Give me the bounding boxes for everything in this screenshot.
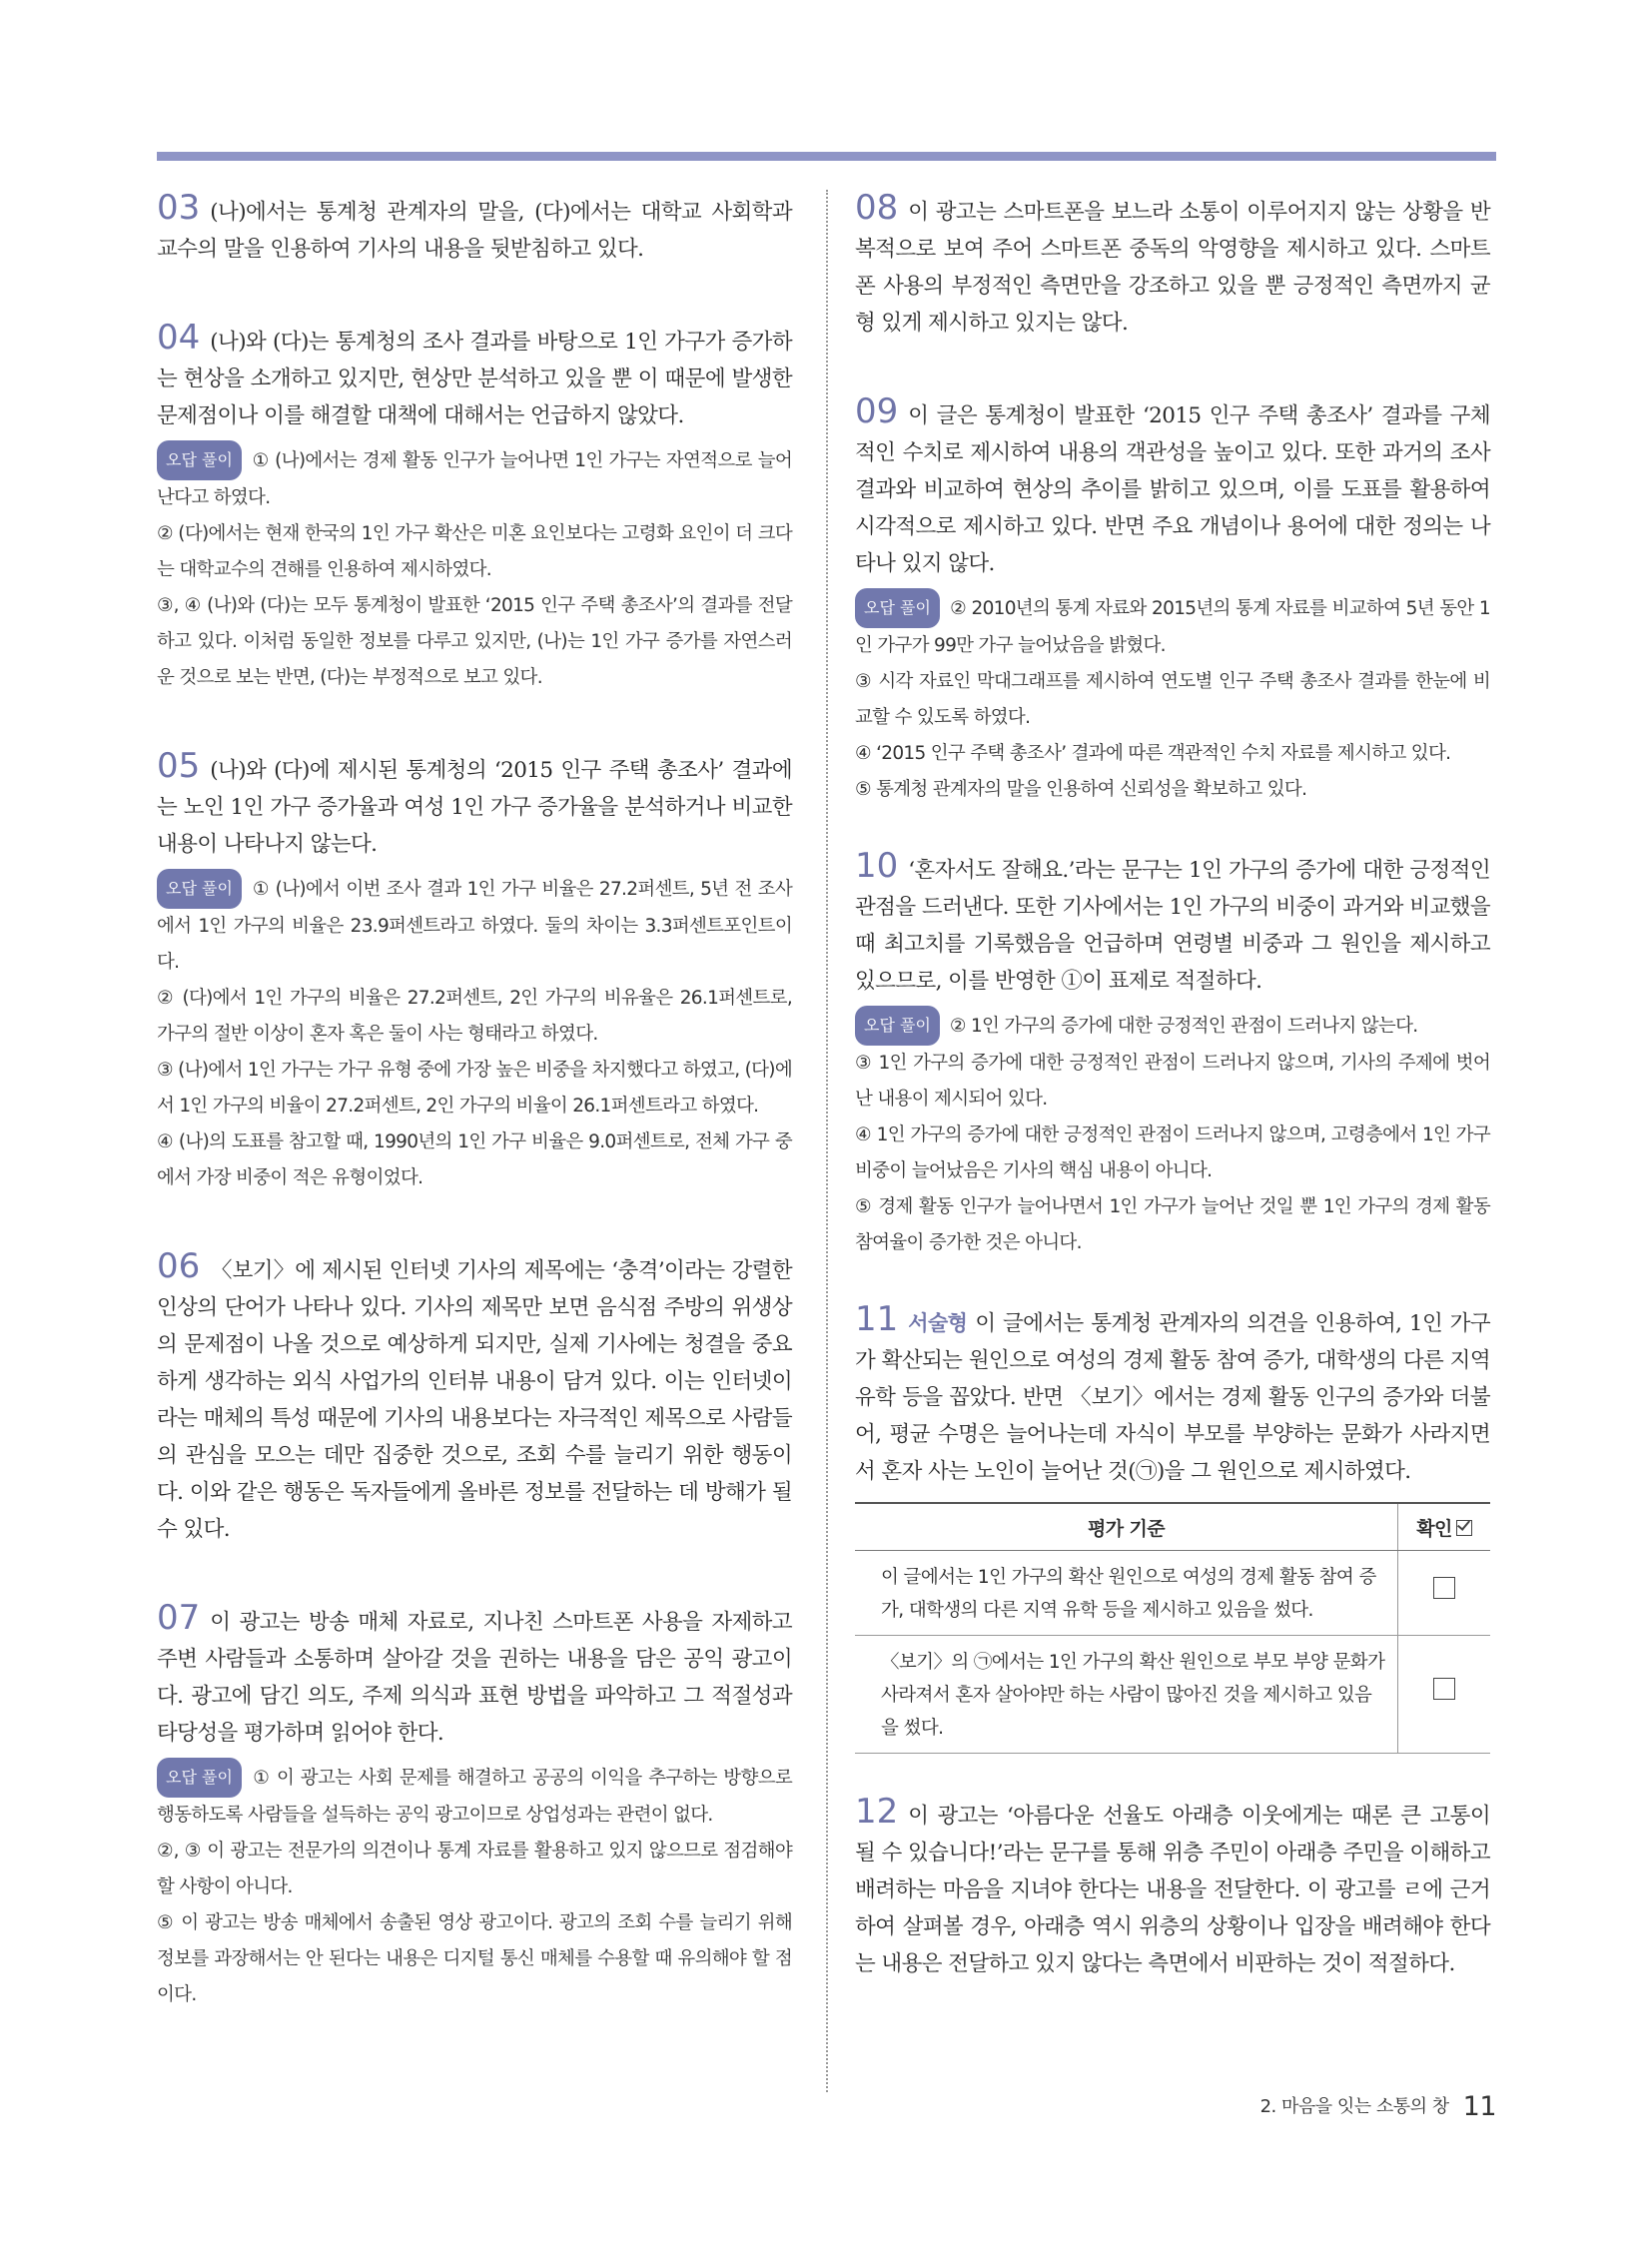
- criteria-row: [855, 1551, 1490, 1636]
- criteria-text: 〈보기〉의 ㉠에서는 1인 가구의 확산 원인으로 부모 부양 문화가 사라져서 혼자 살아야만 하는 사람이 많아진 것을 제시하고 있음을 썼다.: [855, 1636, 1398, 1754]
- check-box-icon: [1456, 1520, 1472, 1536]
- question-number: 11: [855, 1299, 899, 1339]
- explanation-item: ④ (나)의 도표를 참고할 때, 1990년의 1인 가구 비율은 9.0퍼센트로, 전체 가구 중에서 가장 비중이 적은 유형이었다.: [157, 1131, 792, 1188]
- question-number: 03: [157, 188, 201, 228]
- explanation: [855, 1006, 1490, 1261]
- answer-09: [855, 393, 1490, 808]
- explanation-item: ② (다)에서 1인 가구의 비율은 27.2퍼센트, 2인 가구의 비유율은 26.1퍼센트로, 가구의 절반 이상이 혼자 혹은 둘이 사는 형태라고 하였다.: [157, 988, 792, 1045]
- criteria-table: [855, 1502, 1490, 1754]
- explanation-item: ④ 1인 가구의 증가에 대한 긍정적인 관점이 드러나지 않으며, 고령층에서 1인 가구 비중이 늘어났음은 기사의 핵심 내용이 아니다.: [855, 1124, 1490, 1181]
- answer-text: 이 글에서는 통계청 관계자의 의견을 인용하여, 1인 가구가 확산되는 원인으로 여성의 경제 활동 참여 증가, 대학생의 다른 지역 유학 등을 꼽았다. 반면 〈보기〉에서는 경제 활동 인구의 증가와 더불어, 평균 수명은 늘어나는데 자식이 부모를 부양하는 문화가 사라지면서 혼자 사는 노인이 늘어난 것(㉠)을 그 원인으로 제시하였다.: [855, 1311, 1490, 1484]
- answer-07: [157, 1600, 792, 2013]
- answer-text: 이 광고는 방송 매체 자료로, 지나친 스마트폰 사용을 자제하고 주변 사람들과 소통하며 살아갈 것을 권하는 내용을 담은 공익 광고이다. 광고에 담긴 의도, 주제 의식과 표현 방법을 파악하고 그 적절성과 타당성을 평가하며 읽어야 한다.: [157, 1610, 792, 1746]
- answer-text: (나)와 (다)에 제시된 통계청의 ‘2015 인구 주택 총조사’ 결과에는 노인 1인 가구 증가율과 여성 1인 가구 증가율을 분석하거나 비교한 내용이 나타나지 않는다.: [157, 758, 792, 857]
- explanation-item: ⑤ 이 광고는 방송 매체에서 송출된 영상 광고이다. 광고의 조회 수를 늘리기 위해 정보를 과장해서는 안 된다는 내용은 디지털 통신 매체를 수용할 때 유의해야 할 점이다.: [157, 1912, 792, 2005]
- answer-text: (나)에서는 통계청 관계자의 말을, (다)에서는 대학교 사회학과 교수의 말을 인용하여 기사의 내용을 뒷받침하고 있다.: [157, 200, 792, 262]
- question-number: 10: [855, 846, 899, 886]
- answer-text: 이 광고는 ‘아름다운 선율도 아래층 이웃에게는 때론 큰 고통이 될 수 있습니다!’라는 문구를 통해 위층 주민이 아래층 주민을 이해하고 배려하는 마음을 지녀야 한다는 내용을 전달한다. 이 광고를 ㄹ에 근거하여 살펴볼 경우, 아래층 역시 위층의 상황이나 입장을 배려해야 한다는 내용은 전달하고 있지 않다는 측면에서 비판하는 것이 적절하다.: [855, 1804, 1490, 1976]
- explanation-item: ② 2010년의 통계 자료와 2015년의 통계 자료를 비교하여 5년 동안 1인 가구가 99만 가구 늘어났음을 밝혔다.: [855, 598, 1490, 656]
- answer-03: [157, 190, 792, 268]
- wrong-answer-tag: 오답 풀이: [157, 1758, 242, 1798]
- explanation-item: ③ 1인 가구의 증가에 대한 긍정적인 관점이 드러나지 않으며, 기사의 주제에 벗어난 내용이 제시되어 있다.: [855, 1053, 1490, 1110]
- explanation: [157, 440, 792, 696]
- criteria-text: 이 글에서는 1인 가구의 확산 원인으로 여성의 경제 활동 참여 증가, 대학생의 다른 지역 유학 등을 제시하고 있음을 썼다.: [855, 1551, 1398, 1636]
- chapter-title: 2. 마음을 잇는 소통의 창: [1259, 2096, 1449, 2117]
- right-column: [855, 190, 1490, 1982]
- question-type-label: 서술형: [908, 1311, 968, 1335]
- explanation-item: ④ ‘2015 인구 주택 총조사’ 결과에 따른 객관적인 수치 자료를 제시하고 있다.: [855, 743, 1451, 764]
- explanation-item: ⑤ 경제 활동 인구가 늘어나면서 1인 가구가 늘어난 것일 뿐 1인 가구의 경제 활동 참여율이 증가한 것은 아니다.: [855, 1196, 1490, 1253]
- answer-04: [157, 320, 792, 696]
- question-number: 08: [855, 188, 899, 228]
- answer-text: ‘혼자서도 잘해요.’라는 문구는 1인 가구의 증가에 대한 긍정적인 관점을 드러낸다. 또한 기사에서는 1인 가구의 비중이 과거와 비교했을 때 최고치를 기록했음을 언급하며 연령별 비중과 그 원인을 제시하고 있으므로, 이를 반영한 ①이 표제로 적절하다.: [855, 858, 1490, 994]
- answer-10: [855, 848, 1490, 1261]
- answer-11: [855, 1301, 1490, 1754]
- criteria-row: [855, 1636, 1490, 1754]
- criteria-header: 평가 기준: [855, 1503, 1398, 1551]
- question-number: 07: [157, 1598, 201, 1638]
- left-column: [157, 190, 792, 2013]
- explanation-item: ① (나)에서 이번 조사 결과 1인 가구 비율은 27.2퍼센트, 5년 전 조사에서 1인 가구의 비율은 23.9퍼센트라고 하였다. 둘의 차이는 3.3퍼센트포인트이다.: [157, 879, 792, 973]
- top-rule: [157, 152, 1496, 161]
- explanation-item: ③ (나)에서 1인 가구는 가구 유형 중에 가장 높은 비중을 차지했다고 하였고, (다)에서 1인 가구의 비율이 27.2퍼센트, 2인 가구의 비율이 26.1퍼센트라고 하였다.: [157, 1060, 792, 1117]
- explanation-item: ②, ③ 이 광고는 전문가의 의견이나 통계 자료를 활용하고 있지 않으므로 점검해야 할 사항이 아니다.: [157, 1841, 792, 1897]
- question-number: 04: [157, 318, 201, 358]
- question-number: 05: [157, 746, 201, 786]
- answer-12: [855, 1794, 1490, 1982]
- checkbox[interactable]: [1433, 1577, 1455, 1599]
- page-footer: [1260, 2091, 1496, 2122]
- explanation: [855, 588, 1490, 808]
- answer-text: (나)와 (다)는 통계청의 조사 결과를 바탕으로 1인 가구가 증가하는 현상을 소개하고 있지만, 현상만 분석하고 있을 뿐 이 때문에 발생한 문제점이나 이를 해결할 대책에 대해서는 언급하지 않았다.: [157, 330, 792, 428]
- question-number: 12: [855, 1792, 899, 1832]
- answer-text: 이 글은 통계청이 발표한 ‘2015 인구 주택 총조사’ 결과를 구체적인 수치로 제시하여 내용의 객관성을 높이고 있다. 또한 과거의 조사 결과와 비교하여 현상의 추이를 밝히고 있으며, 이를 도표를 활용하여 시각적으로 제시하고 있다. 반면 주요 개념이나 용어에 대한 정의는 나타나 있지 않다.: [855, 403, 1490, 576]
- column-divider: [826, 190, 828, 2092]
- answer-08: [855, 190, 1490, 342]
- wrong-answer-tag: 오답 풀이: [855, 1006, 940, 1046]
- explanation-item: ⑤ 통계청 관계자의 말을 인용하여 신뢰성을 확보하고 있다.: [855, 779, 1307, 800]
- page-number: 11: [1462, 2091, 1496, 2122]
- answer-text: 이 광고는 스마트폰을 보느라 소통이 이루어지지 않는 상황을 반복적으로 보여 주어 스마트폰 중독의 악영향을 제시하고 있다. 스마트폰 사용의 부정적인 측면만을 강조하고 있을 뿐 긍정적인 측면까지 균형 있게 제시하고 있지는 않다.: [855, 200, 1490, 336]
- explanation-item: ③ 시각 자료인 막대그래프를 제시하여 연도별 인구 주택 총조사 결과를 한눈에 비교할 수 있도록 하였다.: [855, 671, 1490, 728]
- explanation: [157, 869, 792, 1196]
- wrong-answer-tag: 오답 풀이: [157, 869, 242, 909]
- wrong-answer-tag: 오답 풀이: [855, 588, 940, 628]
- checkbox[interactable]: [1433, 1678, 1455, 1700]
- check-header: 확인: [1398, 1503, 1491, 1551]
- explanation: [157, 1758, 792, 2013]
- answer-text: 〈보기〉에 제시된 인터넷 기사의 제목에는 ‘충격’이라는 강렬한 인상의 단어가 나타나 있다. 기사의 제목만 보면 음식점 주방의 위생상의 문제점이 나올 것으로 예상하게 되지만, 실제 기사에는 청결을 중요하게 생각하는 외식 사업가의 인터뷰 내용이 담겨 있다. 이는 인터넷이라는 매체의 특성 때문에 기사의 내용보다는 자극적인 제목으로 사람들의 관심을 모으는 데만 집중한 것으로, 조회 수를 늘리기 위한 행동이다. 이와 같은 행동은 독자들에게 올바른 정보를 전달하는 데 방해가 될 수 있다.: [157, 1258, 792, 1542]
- explanation-item: ② (다)에서는 현재 한국의 1인 가구 확산은 미혼 요인보다는 고령화 요인이 더 크다는 대학교수의 견해를 인용하여 제시하였다.: [157, 523, 792, 580]
- question-number: 06: [157, 1246, 201, 1286]
- answer-06: [157, 1248, 792, 1548]
- explanation-item: ① 이 광고는 사회 문제를 해결하고 공공의 이익을 추구하는 방향으로 행동하도록 사람들을 설득하는 공익 광고이므로 상업성과는 관련이 없다.: [157, 1768, 792, 1826]
- explanation-item: ③, ④ (나)와 (다)는 모두 통계청이 발표한 ‘2015 인구 주택 총조사’의 결과를 전달하고 있다. 이처럼 동일한 정보를 다루고 있지만, (나)는 1인 가구 증가를 자연스러운 것으로 보는 반면, (다)는 부정적으로 보고 있다.: [157, 595, 792, 688]
- explanation-item: ② 1인 가구의 증가에 대한 긍정적인 관점이 드러나지 않는다.: [949, 1016, 1418, 1037]
- question-number: 09: [855, 391, 899, 431]
- explanation-item: ① (나)에서는 경제 활동 인구가 늘어나면 1인 가구는 자연적으로 늘어난다고 하였다.: [157, 450, 792, 508]
- answer-05: [157, 748, 792, 1196]
- wrong-answer-tag: 오답 풀이: [157, 440, 242, 480]
